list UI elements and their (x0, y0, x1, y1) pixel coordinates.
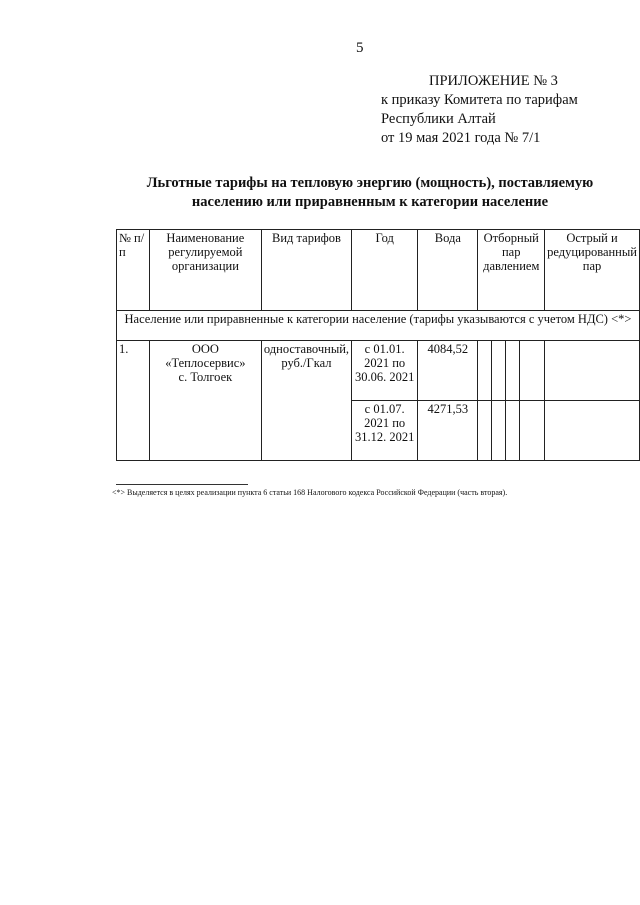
row-year: с 01.01. 2021 по 30.06. 2021 (352, 341, 418, 401)
row-org-line-3: с. Толгоек (178, 370, 233, 384)
header-water: Вода (418, 230, 478, 311)
section-title: Население или приравненные к категории население (тарифы указываются с учетом НДС) <*> (117, 311, 640, 341)
appendix-title: ПРИЛОЖЕНИЕ № 3 (429, 73, 558, 89)
row-org-line-1: ООО (191, 342, 219, 356)
header-sharp-steam: Острый и редуцированный пар (545, 230, 640, 311)
empty-cell (519, 401, 544, 461)
header-num: № п/п (117, 230, 150, 311)
document-title-line-1: Льготные тарифы на тепловую энергию (мощность), поставляемую (146, 175, 594, 191)
document-title-line-2: населению или приравненным к категории население (191, 194, 549, 210)
header-org: Наименование регулируемой организации (149, 230, 261, 311)
appendix-line-3: от 19 мая 2021 года № 7/1 (381, 130, 541, 146)
appendix-line-1: к приказу Комитета по тарифам (381, 92, 578, 108)
empty-cell (505, 401, 519, 461)
section-row (117, 311, 640, 341)
row-water: 4271,53 (418, 401, 478, 461)
footnote-divider (116, 484, 248, 485)
row-num: 1. (117, 341, 150, 461)
empty-cell (478, 341, 492, 401)
row-org-line-2: «Теплосервис» (165, 356, 246, 370)
empty-cell (478, 401, 492, 461)
document-title (120, 174, 620, 212)
header-selected-steam: Отборный пар давлением (478, 230, 545, 311)
row-year: с 01.07. 2021 по 31.12. 2021 (352, 401, 418, 461)
page-number: 5 (356, 40, 364, 56)
header-year: Год (352, 230, 418, 311)
empty-cell (545, 341, 640, 401)
table-row (117, 341, 640, 401)
row-org (149, 341, 261, 461)
empty-cell (519, 341, 544, 401)
row-type: одноставочный, руб./Гкал (261, 341, 351, 461)
appendix-line-2: Республики Алтай (381, 111, 496, 127)
footnote: <*> Выделяется в целях реализации пункта 6 статьи 168 Налогового кодекса Российской Федерации (часть вторая). (112, 488, 508, 497)
appendix-block (381, 72, 578, 148)
table-header-row (117, 230, 640, 311)
empty-cell (505, 341, 519, 401)
empty-cell (545, 401, 640, 461)
row-water: 4084,52 (418, 341, 478, 401)
empty-cell (492, 401, 506, 461)
header-type: Вид тарифов (261, 230, 351, 311)
tariff-table (116, 229, 640, 461)
empty-cell (492, 341, 506, 401)
